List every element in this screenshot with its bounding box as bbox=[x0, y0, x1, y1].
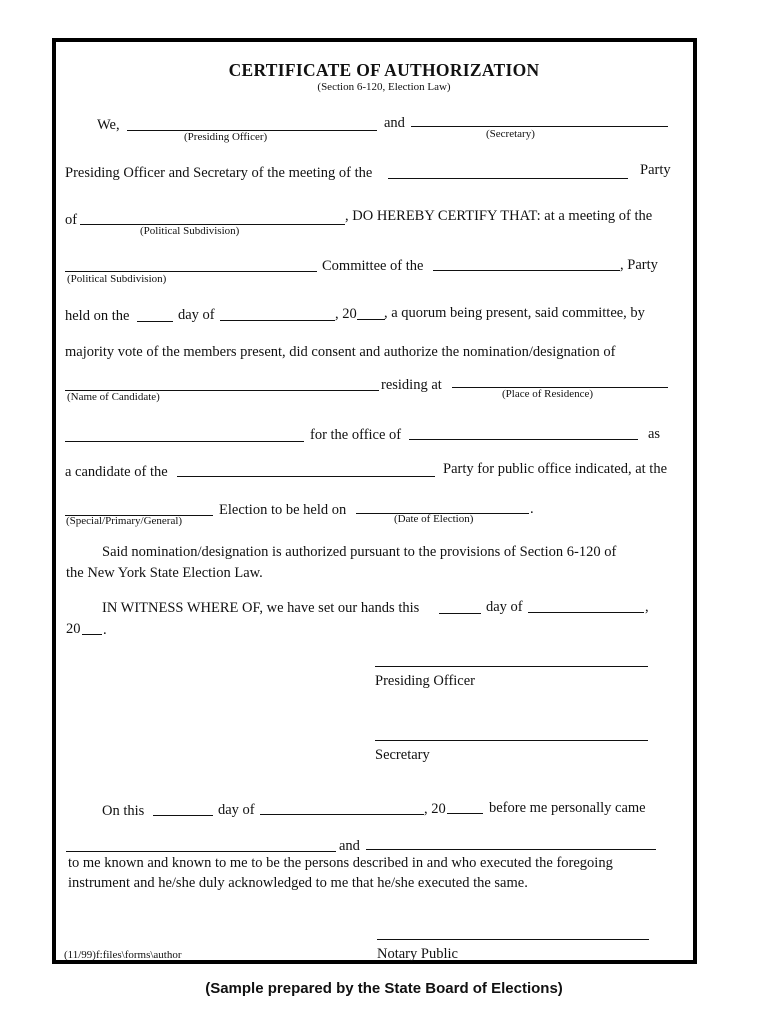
authorized-paragraph-line-2: the New York State Election Law. bbox=[66, 565, 263, 581]
and-label: and bbox=[384, 115, 405, 131]
authorized-paragraph-line-1: Said nomination/designation is authorized pursuant to the provisions of Section 6-120 of bbox=[102, 544, 617, 560]
notary-public-signature-line[interactable] bbox=[377, 939, 649, 940]
office-field[interactable] bbox=[409, 439, 638, 440]
notary-day-field[interactable] bbox=[153, 815, 213, 816]
notary-month-field[interactable] bbox=[260, 814, 424, 815]
party-label: Party bbox=[640, 162, 671, 178]
before-me-label: before me personally came bbox=[489, 800, 646, 816]
committee-party-field[interactable] bbox=[433, 270, 620, 271]
notary-and-label: and bbox=[339, 838, 360, 854]
notary-comma-20-label: , 20 bbox=[424, 801, 446, 817]
do-hereby-certify-label: , DO HEREBY CERTIFY THAT: at a meeting of the bbox=[345, 208, 653, 224]
presiding-officer-label: Presiding Officer bbox=[375, 673, 475, 689]
party-for-public-office-label: Party for public office indicated, at the bbox=[443, 461, 667, 477]
secretary-caption: (Secretary) bbox=[486, 128, 535, 140]
for-the-office-of-label: for the office of bbox=[310, 427, 402, 443]
day-of-label: day of bbox=[178, 307, 215, 323]
notary-public-label: Notary Public bbox=[377, 946, 458, 962]
committee-of-the-label: Committee of the bbox=[322, 258, 424, 274]
date-of-election-caption: (Date of Election) bbox=[394, 513, 474, 525]
document-title: CERTIFICATE OF AUTHORIZATION bbox=[228, 60, 540, 80]
witness-day-of-label: day of bbox=[486, 599, 523, 615]
file-reference: (11/99)f:files\forms\author bbox=[64, 949, 182, 961]
held-on-the-label: held on the bbox=[65, 308, 130, 324]
notary-day-of-label: day of bbox=[218, 802, 255, 818]
secretary-label: Secretary bbox=[375, 747, 430, 763]
presiding-officer-signature-line[interactable] bbox=[375, 666, 648, 667]
meeting-party-field[interactable] bbox=[388, 178, 628, 179]
secretary-name-field[interactable] bbox=[411, 126, 668, 127]
witness-period-label: . bbox=[103, 622, 107, 638]
office-candidate-field[interactable] bbox=[65, 441, 304, 442]
meeting-day-field[interactable] bbox=[137, 321, 173, 322]
on-this-label: On this bbox=[102, 803, 145, 819]
political-subdivision-caption-2: (Political Subdivision) bbox=[67, 273, 167, 285]
candidate-of-the-label: a candidate of the bbox=[65, 464, 168, 480]
comma-party-label: , Party bbox=[620, 257, 658, 273]
witness-20-label: 20 bbox=[66, 621, 81, 637]
majority-vote-label: majority vote of the members present, did consent and authorize the nomination/designation of bbox=[65, 344, 616, 360]
as-label: as bbox=[648, 426, 661, 442]
of-label: of bbox=[65, 212, 78, 228]
meeting-of-the-label: Presiding Officer and Secretary of the meeting of the bbox=[65, 165, 373, 181]
election-to-be-held-on-label: Election to be held on bbox=[219, 502, 347, 518]
witness-year-field[interactable] bbox=[82, 634, 102, 635]
special-primary-general-caption: (Special/Primary/General) bbox=[66, 515, 183, 527]
notary-person-1-field[interactable] bbox=[66, 851, 336, 852]
witness-day-field[interactable] bbox=[439, 613, 481, 614]
place-of-residence-caption: (Place of Residence) bbox=[502, 388, 594, 400]
witness-comma-label: , bbox=[645, 599, 649, 615]
notary-person-2-field[interactable] bbox=[366, 849, 656, 850]
known-paragraph-line-2: instrument and he/she duly acknowledged to me that he/she executed the same. bbox=[68, 875, 528, 891]
presiding-officer-caption: (Presiding Officer) bbox=[184, 131, 268, 143]
footer-note: (Sample prepared by the State Board of Elections) bbox=[205, 980, 563, 997]
we-label: We, bbox=[97, 117, 120, 133]
political-subdivision-field-2[interactable] bbox=[65, 271, 317, 272]
known-paragraph-line-1: to me known and known to me to be the persons described in and who executed the foregoing bbox=[68, 855, 613, 871]
candidate-party-field[interactable] bbox=[177, 476, 435, 477]
period-label: . bbox=[530, 501, 534, 517]
name-of-candidate-caption: (Name of Candidate) bbox=[67, 391, 160, 403]
meeting-year-field[interactable] bbox=[357, 319, 385, 320]
residing-at-label: residing at bbox=[381, 377, 442, 393]
political-subdivision-caption: (Political Subdivision) bbox=[140, 225, 240, 237]
witness-label: IN WITNESS WHERE OF, we have set our hands this bbox=[102, 600, 420, 616]
secretary-signature-line[interactable] bbox=[375, 740, 648, 741]
quorum-label: , a quorum being present, said committee, by bbox=[384, 305, 645, 321]
notary-year-field[interactable] bbox=[447, 813, 483, 814]
comma-20-label: , 20 bbox=[335, 306, 357, 322]
witness-month-field[interactable] bbox=[528, 612, 644, 613]
meeting-month-field[interactable] bbox=[220, 320, 335, 321]
document-subtitle: (Section 6-120, Election Law) bbox=[317, 81, 451, 93]
